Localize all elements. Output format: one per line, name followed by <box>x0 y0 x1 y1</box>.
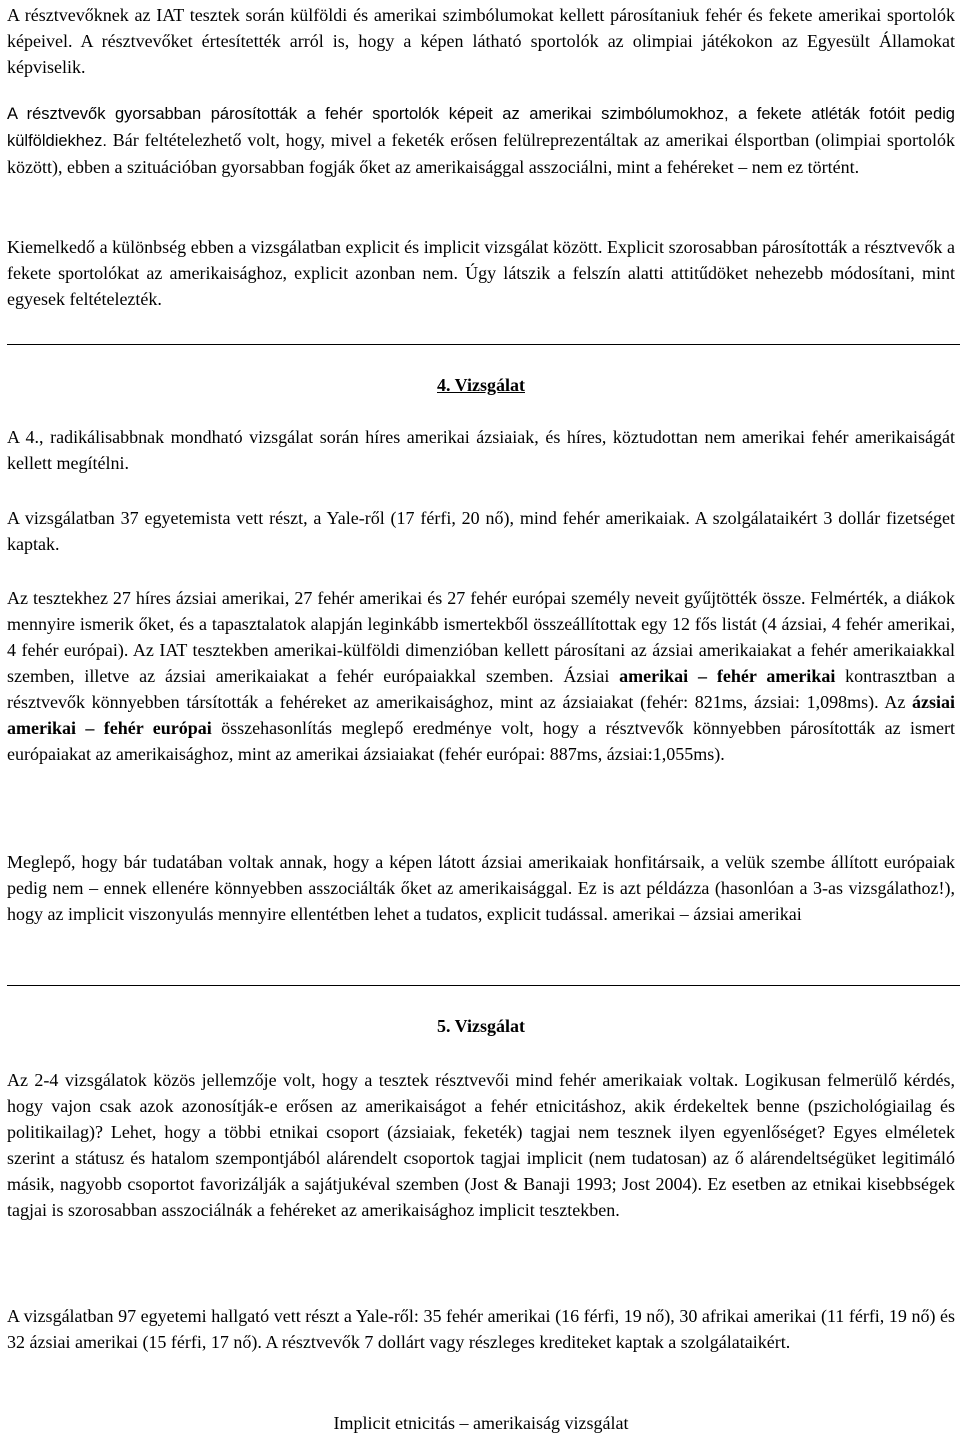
paragraph-6-bold-2: ázsiai amerikai – fehér európai <box>7 692 955 738</box>
paragraph-6-part-a: Az tesztekhez 27 híres ázsiai amerikai, 27 fehér amerikai és 27 fehér európai személy neveit gyűjtötték össze. Felmérték, a diákok mennyire ismerik őket, és a tapasztalatok alapján leginkább ismertekből összeállítottak egy 12 fős listát (4 ázsiai, 4 fehér amerikai, 4 fehér európai). Az IAT tesztekben amerikai-külföldi dimenzióban kellett párosítani az ázsiai amerikaiakat a fehér amerikaiakkal szemben, illetve az ázsiai amerikaiakat a fehér európaiakkal szemben. Ázsiai <box>7 588 955 686</box>
section-divider <box>7 344 960 345</box>
paragraph-2-rest: Bár feltételezhető volt, hogy, mivel a feketék erősen felülreprezentáltak az amerikai élsportban (olimpiai sportolók között), ebben a szituációban gyorsabban fogják őket az amerikaisággal asszociálni, mint a fehéreket – nem ez történt. <box>7 130 955 177</box>
subheading: Implicit etnicitás – amerikaiság vizsgálat <box>333 1413 629 1433</box>
paragraph-7: Meglepő, hogy bár tudatában voltak annak, hogy a képen látott ázsiai amerikaiak honfitársaik, a velük szembe állított európaiak pedig nem – ennek ellenére könnyebben asszociálták őket az amerikaisággal. Ez is azt példázza (hasonlóan a 3-as vizsgálathoz!), hogy az implicit viszonyulás mennyire ellentétben lehet a tudatos, explicit tudással. amerikai – ázsiai amerikai <box>7 852 955 924</box>
paragraph-1: A résztvevőknek az IAT tesztek során külföldi és amerikai szimbólumokat kellett párosítaniuk fehér és fekete amerikai sportolók képeivel. A résztvevőket értesítették arról is, hogy a képen látható sportolók az olimpiai játékokon az Egyesült Államokat képviselik. <box>7 5 955 77</box>
section-heading-5-text: 5. Vizsgálat <box>437 1016 525 1036</box>
section-divider-2 <box>7 985 960 986</box>
paragraph-2-lead: A résztvevők gyorsabban párosították a fehér sportolók képeit az amerikai szimbólumokhoz, a fekete atléták fotóit pedig külföldiekhez. <box>7 105 955 150</box>
paragraph-3: Kiemelkedő a különbség ebben a vizsgálatban explicit és implicit vizsgálat között. Explicit szorosabban párosították a résztvevők a fekete sportolókat az amerikaisághoz, explicit azonban nem. Úgy látszik a felszín alatti attitűdöket nehezebb módosítani, mint egyesek feltételezték. <box>7 237 955 309</box>
paragraph-5: A vizsgálatban 37 egyetemista vett részt, a Yale-ről (17 férfi, 20 nő), mind fehér amerikaiak. A szolgálataikért 3 dollár fizetséget kaptak. <box>7 508 955 554</box>
paragraph-6-part-d: összehasonlítás meglepő eredménye volt, hogy a résztvevők könnyebben párosították az ismert európaiakat az amerikaisághoz, mint az amerikai ázsiaiakat (fehér európai: 887ms, ázsiai:1,055ms). <box>7 718 955 764</box>
paragraph-6-part-c: kontrasztban a résztvevők könnyebben társították a fehéreket az amerikaisághoz, mint az ázsiaiakat (fehér: 821ms, ázsiai: 1,098ms). Az <box>7 666 955 712</box>
section-heading-4 <box>7 372 955 398</box>
paragraph-6 <box>7 585 955 767</box>
paragraph-9: A vizsgálatban 97 egyetemi hallgató vett részt a Yale-ről: 35 fehér amerikai (16 férfi, 19 nő), 30 afrikai amerikai (11 férfi, 19 nő) és 32 ázsiai amerikai (15 férfi, 17 nő). A résztvevők 7 dollárt vagy részleges krediteket kaptak a szolgálataikért. <box>7 1306 955 1352</box>
paragraph-8: Az 2-4 vizsgálatok közös jellemzője volt, hogy a tesztek résztvevői mind fehér amerikaiak voltak. Logikusan felmerülő kérdés, hogy vajon csak azok azonosítják-e erősen az amerikaiságot a fehér etnicitáshoz, akik érdekeltek benne (pszichológiailag és politikailag)? Lehet, hogy a többi etnikai csoport (ázsiaiak, feketék) tagjai nem tesznek ilyen egyenlőséget? Egyes elméletek szerint a státusz és hatalom szempontjából alárendelt csoportok tagjai implicit (nem tudatosan) az ő alárendeltségüket legitimáló másik, nagyobb csoportot favorizálják a sajátjukéval szemben (Jost & Banaji 1993; Jost 2004). Ez esetben az etnikai kisebbségek tagjai is szorosabban asszociálnák a fehéreket az amerikaisághoz implicit tesztekben. <box>7 1070 955 1220</box>
paragraph-2 <box>7 100 955 180</box>
paragraph-6-bold-1: amerikai – fehér amerikai <box>619 666 836 686</box>
paragraph-4: A 4., radikálisabbnak mondható vizsgálat során híres amerikai ázsiaiak, és híres, köztudottan nem amerikai fehér amerikaiságát kellett megítélni. <box>7 427 955 473</box>
section-heading-5 <box>7 1013 955 1039</box>
section-heading-4-text: 4. Vizsgálat <box>437 375 525 395</box>
